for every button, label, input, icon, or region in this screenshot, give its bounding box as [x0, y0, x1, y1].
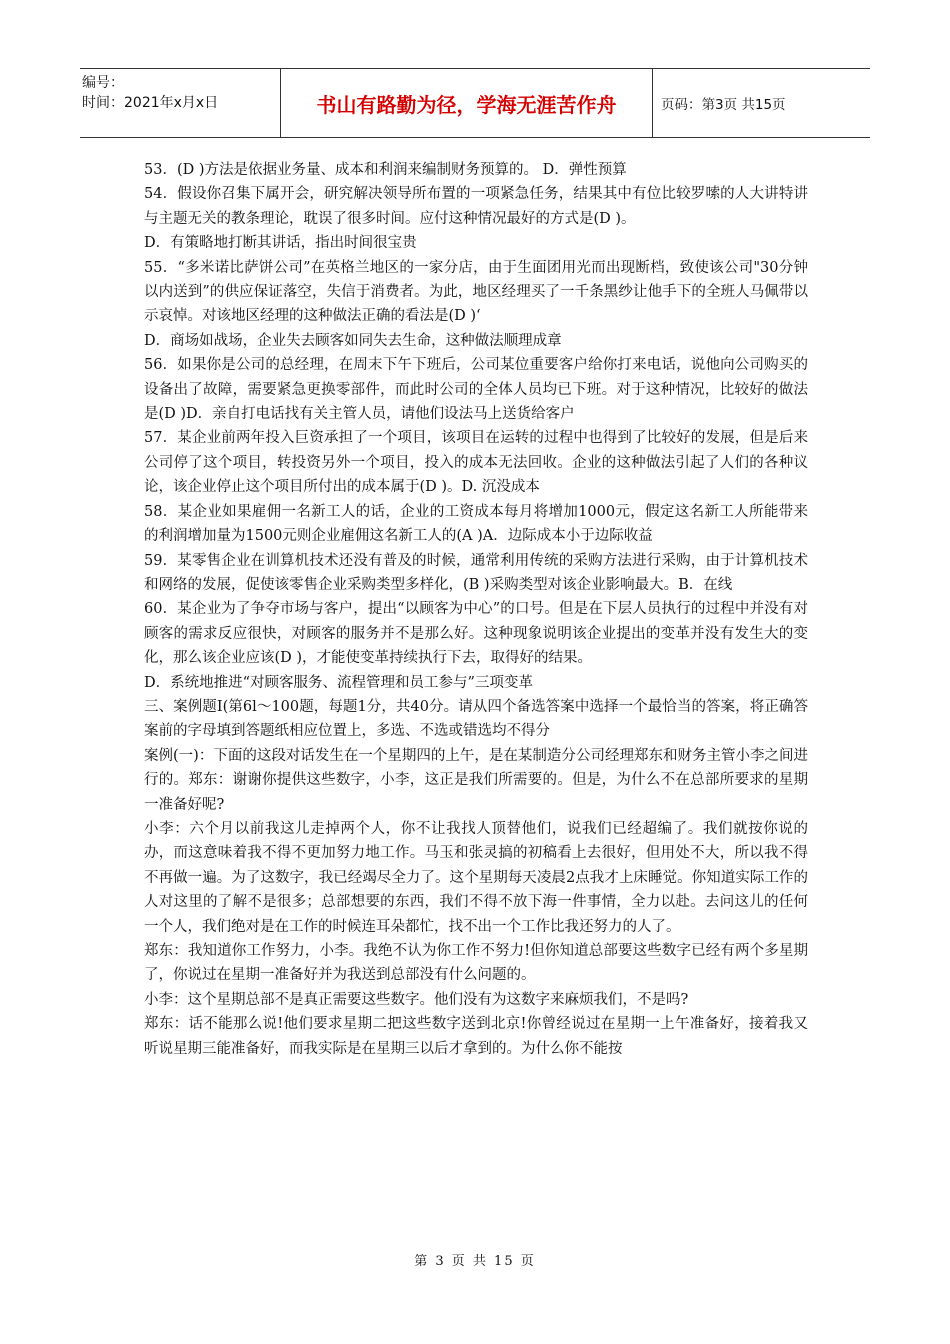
paragraph: 55．“多米诺比萨饼公司”在英格兰地区的一家分店，由于生面团用光而出现断档，致使该公司"30分钟以内送到”的供应保证落空，失信于消费者。为此，地区经理买了一千条黑纱让他手下的全班人马佩带以示哀悼。对该地区经理的这种做法正确的看法是(D )‘ — [144, 259, 808, 325]
paragraph: 小李：六个月以前我这儿走掉两个人，你不让我找人顶替他们，说我们已经超编了。我们就按你说的办，而这意味着我不得不更加努力地工作。马玉和张灵搞的初稿看上去很好，但用处不大，所以我不得不再做一遍。为了这数字，我已经竭尽全力了。这个星期每天凌晨2点我才上床睡觉。你知道实际工作的人对这里的了解不是很多；总部想要的东西，我们不得不放下海一件事情，全力以赴。去问这儿的任何一个人，我们绝对是在工作的时候连耳朵都忙，找不出一个工作比我还努力的人了。 — [144, 820, 808, 935]
header-date: 时间：2021年x月x日 — [82, 95, 219, 111]
paragraph: D．系统地推进“对顾客服务、流程管理和员工参与”三项变革 — [144, 674, 533, 691]
paragraph: 57．某企业前两年投入巨资承担了一个项目，该项目在运转的过程中也得到了比较好的发展，但是后来公司停了这个项目，转投资另外一个项目，投入的成本无法回收。企业的这种做法引起了人们的各种议论，该企业停止这个项目所付出的成本属于(D )。D. 沉没成本 — [144, 430, 808, 496]
paragraph: 郑东：我知道你工作努力，小李。我绝不认为你工作不努力!但你知道总部要这些数字已经有两个多星期了，你说过在星期一准备好并为我送到总部没有什么问题的。 — [144, 943, 808, 984]
paragraph: 三、案例题I(第6l～100题，每题1分，共40分。请从四个备选答案中选择一个最恰当的答案，将正确答案前的字母填到答题纸相应位置上，多选、不选或错选均不得分 — [144, 698, 808, 740]
paragraph: 54．假设你召集下属开会，研究解决领导所布置的一项紧急任务，结果其中有位比较罗嗦的人大讲特讲与主题无关的教条理论，耽误了很多时间。应付这种情况最好的方式是(D )。 — [144, 186, 808, 227]
paragraph: 53．(D )方法是依据业务量、成本和利润来编制财务预算的。 D．弹性预算 — [144, 162, 627, 178]
header-page-info: 页码：第3页 共15页 — [661, 97, 786, 113]
page-footer: 第 3 页 共 15 页 — [414, 1254, 536, 1269]
header-meta — [80, 69, 281, 137]
paragraph: 案例(一)：下面的这段对话发生在一个星期四的上午，是在某制造分公司经理郑东和财务主管小李之间进行的。郑东：谢谢你提供这些数字，小李，这正是我们所需要的。但是，为什么不在总部所要求的星期一准备好呢? — [144, 747, 808, 813]
paragraph: 60．某企业为了争夺市场与客户，提出“以顾客为中心”的口号。但是在下层人员执行的过程中并没有对顾客的需求反应很快，对顾客的服务并不是那么好。这种现象说明该企业提出的变革并没有发生大的变化，那么该企业应该(D )，才能使变革持续执行下去，取得好的结果。 — [144, 601, 808, 667]
document-body — [144, 158, 808, 1061]
paragraph: 郑东：话不能那么说!他们要求星期二把这些数字送到北京!你曾经说过在星期一上午准备好，接着我又听说星期三能准备好，而我实际是在星期三以后才拿到的。为什么你不能按 — [144, 1016, 808, 1057]
paragraph: 小李：这个星期总部不是真正需要这些数字。他们没有为这数字来麻烦我们，不是吗? — [144, 991, 689, 1008]
page-header — [80, 68, 870, 138]
paragraph: D．有策略地打断其讲话，指出时间很宝贵 — [144, 235, 417, 252]
header-number-label: 编号： — [82, 75, 124, 91]
paragraph: 58．某企业如果雇佣一名新工人的话，企业的工资成本每月将增加1000元，假定这名新工人所能带来的利润增加量为1500元则企业雇佣这名新工人的(A )A．边际成本小于边际收益 — [144, 503, 808, 545]
paragraph: 56．如果你是公司的总经理，在周末下午下班后，公司某位重要客户给你打来电话，说他向公司购买的设备出了故障，需要紧急更换零部件，而此时公司的全体人员均已下班。对于这种情况，比较好的做法是(D )D．亲自打电话找有关主管人员，请他们设法马上送货给客户 — [144, 357, 808, 423]
paragraph: 59．某零售企业在训算机技术还没有普及的时候，通常利用传统的采购方法进行采购，由于计算机技术和网络的发展，促使该零售企业采购类型多样化，(B )采购类型对该企业影响最大。B．在线 — [144, 552, 808, 593]
header-motto: 书山有路勤为径，学海无涯苦作舟 — [281, 69, 653, 137]
paragraph: D．商场如战场，企业失去顾客如同失去生命，这种做法顺理成章 — [144, 332, 562, 349]
